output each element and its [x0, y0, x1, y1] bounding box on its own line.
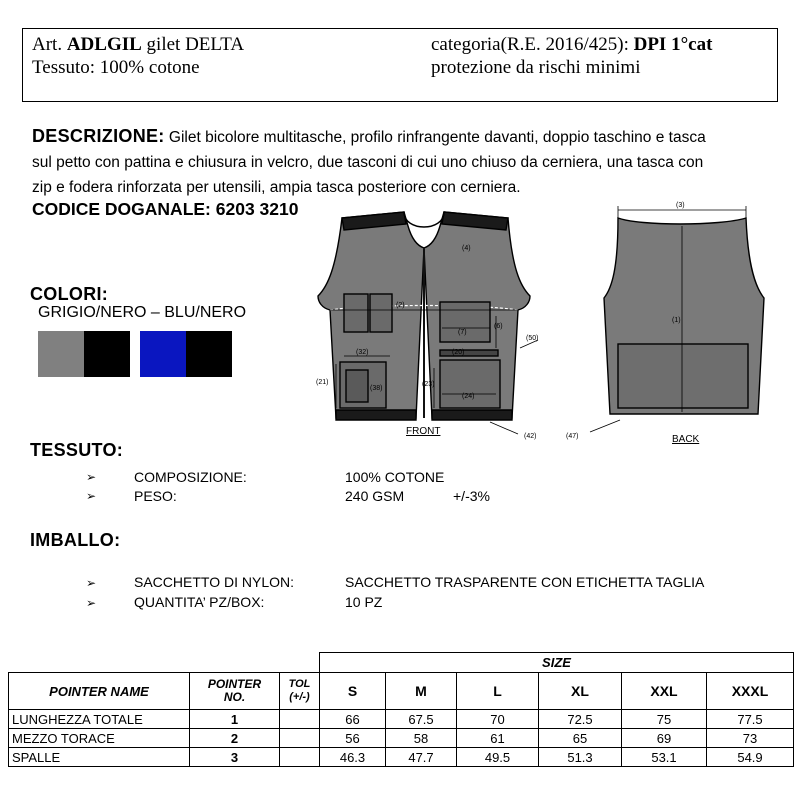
- callout-23: (23): [422, 381, 435, 388]
- article-line: [32, 34, 244, 56]
- fabric-weight-tolerance: +/-3%: [453, 488, 490, 504]
- table-row: [9, 710, 794, 729]
- size-col-m: M: [386, 673, 457, 710]
- callout-3: (3): [676, 202, 685, 209]
- cell: 73: [707, 729, 794, 748]
- row-name: MEZZO TORACE: [9, 729, 190, 748]
- cell: 47.7: [386, 748, 457, 767]
- arrow-bullet-icon: ➢: [86, 489, 97, 503]
- callout-47: (47): [566, 433, 579, 440]
- col-tol-line1: TOL: [288, 678, 311, 690]
- cell: 65: [539, 729, 622, 748]
- article-code: ADLGIL: [66, 34, 142, 55]
- table-spacer: [9, 653, 320, 673]
- packaging-bag-value: SACCHETTO TRASPARENTE CON ETICHETTA TAGLIA: [345, 574, 705, 590]
- packaging-qty-value: 10 PZ: [345, 594, 383, 610]
- callout-42: (42): [524, 433, 537, 440]
- fabric-composition-value: 100% COTONE: [345, 469, 445, 485]
- cell: 66: [320, 710, 386, 729]
- callout-21: (21): [316, 379, 329, 386]
- cell: 77.5: [707, 710, 794, 729]
- article-name: gilet DELTA: [141, 34, 245, 55]
- category-prefix: categoria(R.E. 2016/425):: [431, 34, 634, 55]
- callout-24: (24): [462, 393, 475, 400]
- cell: 54.9: [707, 748, 794, 767]
- row-tol: [280, 748, 320, 767]
- table-row: [9, 729, 794, 748]
- size-table: [8, 652, 794, 767]
- callout-32: (32): [356, 349, 369, 356]
- packaging-bag-key: SACCHETTO DI NYLON:: [134, 574, 294, 590]
- article-header-box: [22, 28, 778, 102]
- fabric-weight-key: PESO:: [134, 488, 177, 504]
- row-tol: [280, 710, 320, 729]
- size-col-xl: XL: [539, 673, 622, 710]
- row-pointer-no: 2: [190, 729, 280, 748]
- cell: 75: [622, 710, 707, 729]
- size-col-xxxl: XXXL: [707, 673, 794, 710]
- cell: 58: [386, 729, 457, 748]
- cell: 70: [457, 710, 539, 729]
- description-text-1: Gilet bicolore multitasche, profilo rinfrangente davanti, doppio taschino e tasca: [164, 129, 706, 146]
- callout-20: (20): [452, 349, 465, 356]
- cell: 49.5: [457, 748, 539, 767]
- category-line: [431, 34, 712, 56]
- cell: 53.1: [622, 748, 707, 767]
- swatch-black-2: [186, 331, 232, 377]
- col-pointer-name: POINTER NAME: [9, 673, 190, 710]
- row-pointer-no: 1: [190, 710, 280, 729]
- description-heading: DESCRIZIONE:: [32, 126, 165, 146]
- category-value: DPI 1°cat: [633, 34, 713, 55]
- article-prefix: Art.: [32, 34, 67, 55]
- back-label: BACK: [672, 434, 700, 445]
- swatch-grey: [38, 331, 84, 377]
- row-pointer-no: 3: [190, 748, 280, 767]
- cell: 51.3: [539, 748, 622, 767]
- arrow-bullet-icon: ➢: [86, 576, 97, 590]
- cell: 69: [622, 729, 707, 748]
- row-name: LUNGHEZZA TOTALE: [9, 710, 190, 729]
- arrow-bullet-icon: ➢: [86, 470, 97, 484]
- front-label: FRONT: [406, 426, 441, 437]
- callout-1: (1): [672, 317, 681, 324]
- front-vest-drawing: [318, 212, 530, 420]
- col-pointer-no-line2: NO.: [223, 690, 246, 704]
- swatch-black-1: [84, 331, 130, 377]
- fabric-line: Tessuto: 100% cotone: [32, 57, 200, 78]
- callout-6: (6): [494, 323, 503, 330]
- packaging-qty-key: QUANTITA’ PZ/BOX:: [134, 594, 265, 610]
- fabric-composition-key: COMPOSIZIONE:: [134, 469, 247, 485]
- cell: 56: [320, 729, 386, 748]
- size-col-s: S: [320, 673, 386, 710]
- colors-value: GRIGIO/NERO – BLU/NERO: [38, 304, 247, 321]
- back-vest-drawing: [604, 218, 764, 414]
- vest-technical-drawing: [300, 198, 790, 453]
- row-tol: [280, 729, 320, 748]
- col-tol-line2: (+/-): [289, 691, 310, 703]
- fabric-heading: TESSUTO:: [30, 440, 124, 460]
- callout-4: (4): [462, 245, 471, 252]
- cell: 67.5: [386, 710, 457, 729]
- protection-line: protezione da rischi minimi: [431, 57, 641, 78]
- cell: 61: [457, 729, 539, 748]
- callout-38: (38): [370, 385, 383, 392]
- cell: 46.3: [320, 748, 386, 767]
- colors-heading: COLORI:: [30, 284, 109, 304]
- callout-50: (50): [526, 335, 539, 342]
- fabric-weight-value: 240 GSM: [345, 488, 405, 504]
- row-name: SPALLE: [9, 748, 190, 767]
- description-block: [32, 124, 772, 200]
- col-tolerance: [280, 673, 320, 710]
- arrow-bullet-icon: ➢: [86, 596, 97, 610]
- size-group-header: SIZE: [320, 653, 794, 673]
- packaging-heading: IMBALLO:: [30, 530, 121, 550]
- description-line-1: [32, 124, 772, 150]
- size-col-xxl: XXL: [622, 673, 707, 710]
- size-col-l: L: [457, 673, 539, 710]
- cell: 72.5: [539, 710, 622, 729]
- description-line-3: zip e fodera rinforzata per utensili, ampia tasca posteriore con cerniera.: [32, 179, 521, 196]
- callout-7: (7): [458, 329, 467, 336]
- swatch-blue: [140, 331, 186, 377]
- description-line-2: sul petto con pattina e chiusura in velcro, due tasconi di cui uno chiuso da cerniera, una tasca con: [32, 154, 704, 171]
- table-row: [9, 748, 794, 767]
- col-pointer-no: [190, 673, 280, 710]
- customs-code: CODICE DOGANALE: 6203 3210: [32, 199, 299, 219]
- callout-2: (2): [396, 302, 405, 309]
- col-pointer-no-line1: POINTER: [207, 677, 262, 691]
